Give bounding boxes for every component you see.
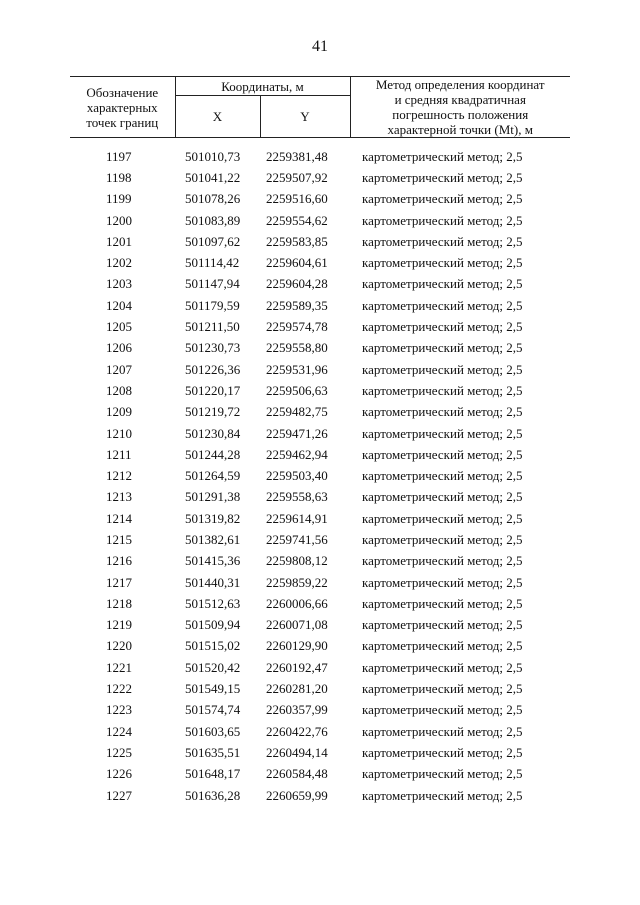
y-coordinate-cell: 2259741,56 [266,531,328,547]
table-row [70,423,570,444]
x-coordinate-cell: 501244,28 [185,446,241,462]
x-coordinate-cell: 501114,42 [185,255,240,271]
method-cell: картометрический метод; 2,5 [362,553,523,569]
y-coordinate-cell: 2259614,91 [266,510,328,526]
method-cell: картометрический метод; 2,5 [362,191,523,207]
table-row [70,359,570,380]
table-row [70,657,570,678]
x-coordinate-cell: 501220,17 [185,382,241,398]
table-row [70,231,570,252]
y-coordinate-cell: 2259516,60 [266,191,328,207]
y-coordinate-cell: 2259471,26 [266,425,328,441]
table-row [70,465,570,486]
y-coordinate-cell: 2260006,66 [266,595,328,611]
method-cell: картометрический метод; 2,5 [362,255,523,271]
method-cell: картометрический метод; 2,5 [362,297,523,313]
table-row [70,487,570,508]
y-coordinate-cell: 2260129,90 [266,638,328,654]
y-coordinate-cell: 2259531,96 [266,361,328,377]
method-cell: картометрический метод; 2,5 [362,638,523,654]
point-number-cell: 1223 [106,702,132,718]
method-cell: картометрический метод; 2,5 [362,361,523,377]
point-number-cell: 1211 [106,446,132,462]
y-coordinate-cell: 2260422,76 [266,723,328,739]
table-row [70,764,570,785]
point-number-cell: 1226 [106,766,132,782]
method-cell: картометрический метод; 2,5 [362,723,523,739]
y-header: Y [260,96,350,138]
y-coordinate-cell: 2260494,14 [266,744,328,760]
point-number-cell: 1216 [106,553,132,569]
page-number: 41 [312,38,328,55]
point-number-cell: 1222 [106,681,132,697]
table-row [70,572,570,593]
point-number-cell: 1219 [106,617,132,633]
method-header [350,77,570,138]
point-number-cell: 1197 [106,148,132,164]
table-row [70,402,570,423]
x-coordinate-cell: 501382,61 [185,531,241,547]
table-row [70,316,570,337]
table-row [70,529,570,550]
y-coordinate-cell: 2259503,40 [266,468,328,484]
y-coordinate-cell: 2260192,47 [266,659,328,675]
table-row [70,189,570,210]
point-number-cell: 1214 [106,510,132,526]
method-cell: картометрический метод; 2,5 [362,404,523,420]
table-row [70,785,570,806]
x-coordinate-cell: 501010,73 [185,148,241,164]
x-coordinate-cell: 501512,63 [185,595,241,611]
table-body [70,138,570,807]
y-coordinate-cell: 2259506,63 [266,382,328,398]
table-row [70,295,570,316]
method-cell: картометрический метод; 2,5 [362,169,523,185]
method-cell: картометрический метод; 2,5 [362,148,523,164]
method-cell: картометрический метод; 2,5 [362,531,523,547]
y-coordinate-cell: 2260357,99 [266,702,328,718]
point-number-cell: 1227 [106,787,132,803]
y-coordinate-cell: 2259462,94 [266,446,328,462]
point-number-cell: 1206 [106,340,132,356]
coordinates-table [70,76,570,806]
method-cell: картометрический метод; 2,5 [362,787,523,803]
method-cell: картометрический метод; 2,5 [362,489,523,505]
method-cell: картометрический метод; 2,5 [362,276,523,292]
point-number-cell: 1202 [106,255,132,271]
y-coordinate-cell: 2260659,99 [266,787,328,803]
method-cell: картометрический метод; 2,5 [362,702,523,718]
x-coordinate-cell: 501219,72 [185,404,241,420]
method-cell: картометрический метод; 2,5 [362,681,523,697]
x-coordinate-cell: 501635,51 [185,744,241,760]
point-number-cell: 1199 [106,191,132,207]
x-coordinate-cell: 501041,22 [185,169,241,185]
point-number-cell: 1204 [106,297,132,313]
x-coordinate-cell: 501515,02 [185,638,241,654]
method-header-line: Метод определения координат [375,77,545,92]
point-number-cell: 1215 [106,531,132,547]
x-coordinate-cell: 501179,59 [185,297,240,313]
method-cell: картометрический метод; 2,5 [362,617,523,633]
method-cell: картометрический метод; 2,5 [362,659,523,675]
table-row [70,742,570,763]
x-coordinate-cell: 501097,62 [185,233,241,249]
x-coordinate-cell: 501440,31 [185,574,241,590]
method-cell: картометрический метод; 2,5 [362,446,523,462]
x-coordinate-cell: 501636,28 [185,787,241,803]
x-coordinate-cell: 501648,17 [185,766,241,782]
designation-header-line: точек границ [86,114,159,130]
table-row [70,380,570,401]
y-coordinate-cell: 2259583,85 [266,233,328,249]
table-row [70,338,570,359]
method-header-line: погрешность положения [392,107,529,122]
table-row [70,274,570,295]
x-coordinate-cell: 501230,73 [185,340,241,356]
x-coordinate-cell: 501520,42 [185,659,241,675]
x-coordinate-cell: 501264,59 [185,468,241,484]
point-number-cell: 1220 [106,638,132,654]
method-cell: картометрический метод; 2,5 [362,425,523,441]
y-coordinate-cell: 2259554,62 [266,212,328,228]
x-coordinate-cell: 501291,38 [185,489,241,505]
point-number-cell: 1225 [106,744,132,760]
method-cell: картометрический метод; 2,5 [362,574,523,590]
method-cell: картометрический метод; 2,5 [362,468,523,484]
x-coordinate-cell: 501226,36 [185,361,241,377]
table-row [70,593,570,614]
table-row [70,252,570,273]
method-header-line: характерной точки (Mt), м [387,122,533,137]
x-coordinate-cell: 501147,94 [185,276,240,292]
point-number-cell: 1209 [106,404,132,420]
point-number-cell: 1212 [106,468,132,484]
method-cell: картометрический метод; 2,5 [362,340,523,356]
method-cell: картометрический метод; 2,5 [362,510,523,526]
y-coordinate-cell: 2259859,22 [266,574,328,590]
point-number-cell: 1198 [106,169,132,185]
table-row [70,636,570,657]
x-header: X [175,96,260,138]
y-coordinate-cell: 2259604,61 [266,255,328,271]
coordinates-table-wrap [70,76,570,806]
table-header [70,77,570,138]
point-number-cell: 1218 [106,595,132,611]
point-number-cell: 1224 [106,723,132,739]
table-row [70,167,570,188]
y-coordinate-cell: 2259589,35 [266,297,328,313]
point-number-cell: 1221 [106,659,132,675]
designation-header-line: характерных [86,99,158,115]
point-number-cell: 1203 [106,276,132,292]
designation-header [70,77,175,138]
y-coordinate-cell: 2259574,78 [266,319,328,335]
method-header-line: и средняя квадратичная [394,92,526,107]
table-row [70,678,570,699]
x-coordinate-cell: 501509,94 [185,617,241,633]
designation-header-line: Обозначение [86,84,159,100]
x-coordinate-cell: 501574,74 [185,702,241,718]
x-coordinate-cell: 501549,15 [185,681,241,697]
point-number-cell: 1210 [106,425,132,441]
point-number-cell: 1207 [106,361,132,377]
x-coordinate-cell: 501083,89 [185,212,241,228]
point-number-cell: 1201 [106,233,132,249]
table-row [70,551,570,572]
x-coordinate-cell: 501078,26 [185,191,241,207]
y-coordinate-cell: 2259558,80 [266,340,328,356]
table-row [70,210,570,231]
table-row [70,721,570,742]
method-cell: картометрический метод; 2,5 [362,382,523,398]
x-coordinate-cell: 501603,65 [185,723,241,739]
point-number-cell: 1217 [106,574,132,590]
y-coordinate-cell: 2260071,08 [266,617,328,633]
table-row [70,700,570,721]
point-number-cell: 1208 [106,382,132,398]
method-cell: картометрический метод; 2,5 [362,233,523,249]
table-row [70,138,570,168]
y-coordinate-cell: 2259808,12 [266,553,328,569]
method-cell: картометрический метод; 2,5 [362,212,523,228]
y-coordinate-cell: 2259381,48 [266,148,328,164]
y-coordinate-cell: 2259507,92 [266,169,328,185]
y-coordinate-cell: 2260281,20 [266,681,328,697]
y-coordinate-cell: 2260584,48 [266,766,328,782]
point-number-cell: 1205 [106,319,132,335]
point-number-cell: 1213 [106,489,132,505]
x-coordinate-cell: 501211,50 [185,319,240,335]
method-cell: картометрический метод; 2,5 [362,744,523,760]
y-coordinate-cell: 2259482,75 [266,404,328,420]
point-number-cell: 1200 [106,212,132,228]
table-row [70,508,570,529]
method-cell: картометрический метод; 2,5 [362,766,523,782]
table-row [70,615,570,636]
table-row [70,444,570,465]
y-coordinate-cell: 2259604,28 [266,276,328,292]
method-cell: картометрический метод; 2,5 [362,319,523,335]
x-coordinate-cell: 501415,36 [185,553,241,569]
coordinates-header: Координаты, м [175,77,350,96]
x-coordinate-cell: 501230,84 [185,425,241,441]
x-coordinate-cell: 501319,82 [185,510,241,526]
method-cell: картометрический метод; 2,5 [362,595,523,611]
y-coordinate-cell: 2259558,63 [266,489,328,505]
